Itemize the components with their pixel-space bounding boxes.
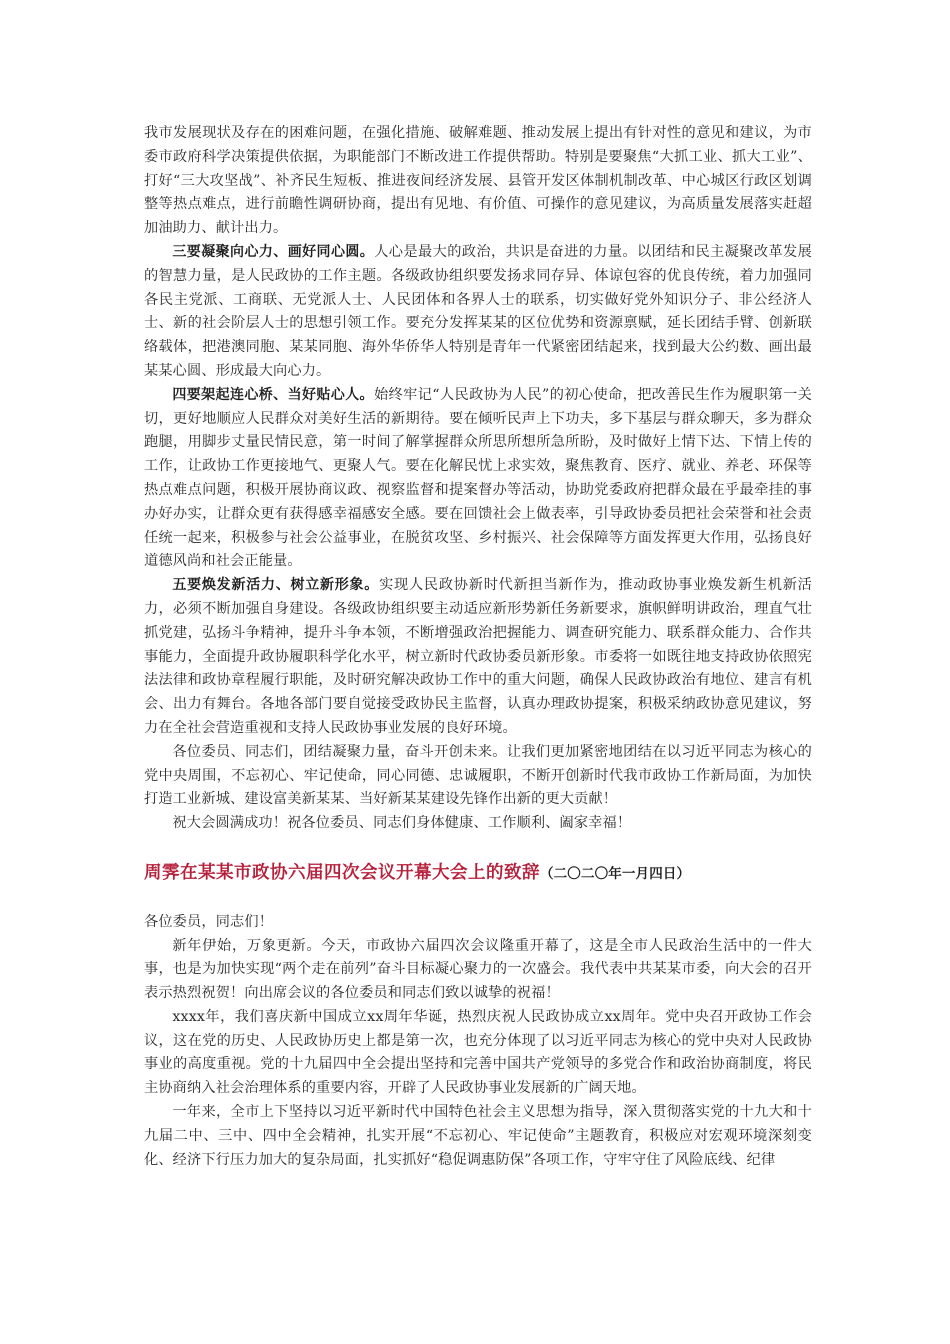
speech-title: 周霁在某某市政协六届四次会议开幕大会上的致辞 (144, 862, 540, 883)
speech-paragraph-3: 一年来，全市上下坚持以习近平新时代中国特色社会主义思想为指导，深入贯彻落实党的十九大和十九届二中、三中、四中全会精神，扎实开展“不忘初心、牢记使命”主题教育，积极应对宏观环境深刻变化、经济下行压力加大的复杂局面，扎实抓好“稳促调惠防保”各项工作，守牢守住了风险底线、纪律 (144, 1104, 812, 1168)
speech-paragraph-2: xxxx年，我们喜庆新中国成立xx周年华诞，热烈庆祝人民政协成立xx周年。党中央召开政协工作会议，这在党的历史、人民政协历史上都是第一次，也充分体现了以习近平同志为核心的党中央对人民政协事业的高度重视。党的十九届四中全会提出坚持和完善中国共产党领导的多党合作和政治协商制度，将民主协商纳入社会治理体系的重要内容，开辟了人民政协事业发展新的广阔天地。 (144, 1008, 812, 1097)
speech-paragraph-1: 新年伊始，万象更新。今天，市政协六届四次会议隆重开幕了，这是全市人民政治生活中的一件大事，也是为加快实现“两个走在前列”奋斗目标凝心聚力的一次盛会。我代表中共某某市委，向大会的召开表示热烈祝贺！向出席会议的各位委员和同志们致以诚挚的祝福！ (144, 937, 812, 1002)
point-paragraph-5 (144, 574, 812, 741)
point-heading-3: 三要凝聚向心力、画好同心圆。 (172, 243, 375, 260)
speech-date: （二〇二〇年一月四日） (540, 865, 691, 882)
point-text-4: 始终牢记“人民政协为人民”的初心使命，把改善民生作为履职第一关切，更好地顺应人民群众对美好生活的新期待。要在倾听民声上下功夫，多下基层与群众聊天，多为群众跑腿，用脚步丈量民情民意，第一时间了解掌握群众所思所想所急所盼，及时做好上情下达、下情上传的工作，让政协工作更接地气、更聚人气。要在化解民忧上求实效，聚焦教育、医疗、就业、养老、环保等热点难点问题，积极开展协商议政、视察监督和提案督办等活动，协助党委政府把群众最在乎最牵挂的事办好办实，让群众更有获得感幸福感安全感。要在回馈社会上做表率，引导政协委员把社会荣誉和社会责任统一起来，积极参与社会公益事业，在脱贫攻坚、乡村振兴、社会保障等方面发挥更大作用，弘扬良好道德风尚和社会正能量。 (144, 386, 812, 570)
document-page (144, 122, 812, 1172)
speech-title-block (144, 862, 812, 887)
closing-paragraph: 各位委员、同志们，团结凝聚力量，奋斗开创未来。让我们更加紧密地团结在以习近平同志为核心的党中央周围，不忘初心、牢记使命，同心同德、忠诚履职，不断开创新时代我市政协工作新局面，为加快打造工业新城、建设富美新某某、当好新某某建设先锋作出新的更大贡献！ (144, 743, 812, 808)
point-text-5: 实现人民政协新时代新担当新作为，推动政协事业焕发新生机新活力，必须不断加强自身建设。各级政协组织要主动适应新形势新任务新要求，旗帜鲜明讲政治，理直气壮抓党建，弘扬斗争精神，提升斗争本领，不断增强政治把握能力、调查研究能力、联系群众能力、合作共事能力，全面提升政协履职科学化水平，树立新时代政协委员新形象。市委将一如既往地支持政协依照宪法法律和政协章程履行职能，及时研究解决政协工作中的重大问题，确保人民政协政治有地位、建言有机会、出力有舞台。各地各部门要自觉接受政协民主监督，认真办理政协提案，积极采纳政协意见建议，努力在全社会营造重视和支持人民政协事业发展的良好环境。 (144, 577, 812, 736)
continuation-paragraph: 我市发展现状及存在的困难问题，在强化措施、破解难题、推动发展上提出有针对性的意见和建议，为市委市政府科学决策提供依据，为职能部门不断改进工作提供帮助。特别是要聚焦“大抓工业、抓大工业”、打好“三大攻坚战”、补齐民生短板、推进夜间经济发展、县管开发区体制机制改革、中心城区行政区划调整等热点难点，进行前瞻性调研协商，提出有见地、有价值、可操作的意见建议，为高质量发展落实赶超加油助力、献计出力。 (144, 125, 812, 237)
salutation: 各位委员，同志们！ (144, 913, 274, 930)
point-paragraph-3 (144, 241, 812, 384)
point-heading-4: 四要架起连心桥、当好贴心人。 (172, 386, 374, 403)
point-paragraph-4 (144, 384, 812, 574)
point-heading-5: 五要焕发新活力、树立新形象。 (172, 577, 380, 594)
point-text-3: 人心是最大的政治，共识是奋进的力量。以团结和民主凝聚改革发展的智慧力量，是人民政协的工作主题。各级政协组织要发扬求同存异、体谅包容的优良传统，着力加强同各民主党派、工商联、无党派人士、人民团体和各界人士的联系，切实做好党外知识分子、非公经济人士、新的社会阶层人士的思想引领工作。要充分发挥某某的区位优势和资源禀赋，延长团结手臂、创新联络载体，把港澳同胞、某某同胞、海外华侨华人特别是青年一代紧密团结起来，找到最大公约数、画出最某某心圆、形成最大向心力。 (144, 243, 812, 379)
blessing-paragraph: 祝大会圆满成功！祝各位委员、同志们身体健康、工作顺利、阖家幸福！ (172, 815, 632, 832)
